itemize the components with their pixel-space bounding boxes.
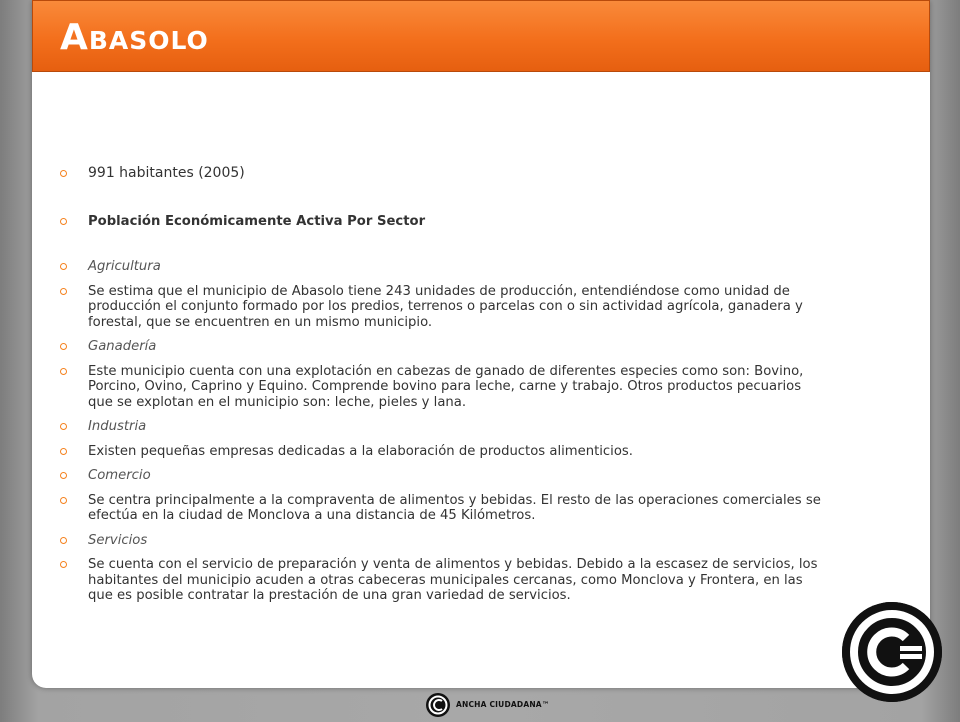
sector-servicios: Servicios: [88, 532, 148, 548]
bullet-icon: [60, 288, 67, 295]
list-item: [60, 419, 830, 435]
agricultura-text: Se estima que el municipio de Abasolo tiene 243 unidades de producción, entendiéndose como unidad de producción el conjunto formado por los predios, terrenos o parcelas con o sin actividad agrícola, ganadera y forestal, que se encuentren en un mismo municipio.: [88, 283, 803, 330]
bullet-icon: [60, 537, 67, 544]
list-item: [60, 214, 830, 230]
ganaderia-text: Este municipio cuenta con una explotación en cabezas de ganado de diferentes especies como son: Bovino, Porcino, Ovino, Caprino y Equino. Comprende bovino para leche, carne y trabajo. Otros productos pecuarios que se explotan en el municipio son: leche, pieles y lana.: [88, 363, 804, 410]
sector-agricultura: Agricultura: [88, 259, 161, 274]
footer-brand: ANCHA CIUDADANA™: [456, 700, 550, 709]
pea-heading: Población Económicamente Activa Por Sector: [88, 213, 426, 229]
servicios-text: Se cuenta con el servicio de preparación y venta de alimentos y bebidas. Debido a la escasez de servicios, los habitantes del municipio acuden a otras cabeceras municipales cercanas, como Monclova y Frontera, en las que es posible contratar la prestación de una gran variedad de servicios.: [88, 557, 818, 603]
list-item: [60, 557, 830, 604]
bullet-list: [60, 166, 830, 604]
sector-industria: Industria: [88, 419, 147, 434]
list-item: [60, 166, 830, 182]
list-item: [60, 468, 830, 484]
population-text: 991 habitantes (2005): [88, 165, 245, 181]
list-item: [60, 493, 830, 524]
comercio-text: Se centra principalmente a la compraventa de alimentos y bebidas. El resto de las operaciones comerciales se efectúa en la ciudad de Monclova a una distancia de 45 Kilómetros.: [88, 492, 821, 523]
bullet-icon: [60, 497, 67, 504]
brand-c-logo-icon: [842, 602, 942, 702]
bullet-icon: [60, 343, 67, 350]
bullet-icon: [60, 561, 67, 568]
list-item: [60, 364, 830, 411]
bullet-icon: [60, 170, 67, 177]
bullet-icon: [60, 472, 67, 479]
list-item: [60, 533, 830, 549]
list-item: [60, 444, 830, 460]
footer-c-icon: [424, 690, 454, 718]
bullet-icon: [60, 368, 67, 375]
bullet-icon: [60, 448, 67, 455]
industria-text: Existen pequeñas empresas dedicadas a la elaboración de productos alimenticios.: [88, 443, 633, 459]
bullet-icon: [60, 423, 67, 430]
list-item: [60, 284, 830, 331]
bullet-icon: [60, 263, 67, 270]
page-title: Abasolo: [60, 17, 209, 58]
sector-ganaderia: Ganadería: [88, 339, 157, 354]
bullet-icon: [60, 218, 67, 225]
list-item: [60, 339, 830, 355]
list-item: [60, 259, 830, 275]
sector-comercio: Comercio: [88, 468, 151, 483]
